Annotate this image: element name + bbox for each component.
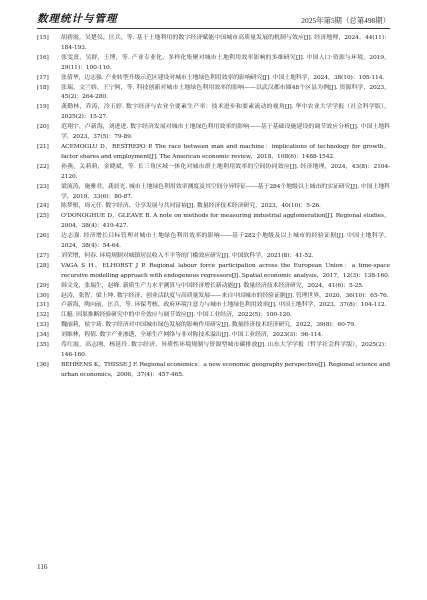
reference-item xyxy=(37,211,390,231)
reference-text: 梁流涛，施雅君，龚晨光. 城市土地绿色利用效率测度及其空间分异特征——基于284个地级以上城市的实证研究[J]. 中国土地科学，2019，33(6)：80-87. xyxy=(61,182,390,200)
reference-item xyxy=(37,340,390,360)
header-rule xyxy=(37,28,390,29)
reference-text: 龚勤林，乔涛，冷玉婷. 数字经济与农业全要素生产率：技术进步和要素流动的视角[J]. 华中农业大学学报（社会科学版），2025(2)：15-27. xyxy=(61,103,390,121)
reference-item xyxy=(37,53,390,73)
reference-number: [36] xyxy=(37,360,49,368)
reference-text: 张倩华，边志强. 产业转型升级示范区建设对城市土地绿色利用效率的影响研究[J]. 中国土地科学，2024，38(10)：105-114. xyxy=(61,73,385,81)
reference-item xyxy=(37,251,390,261)
reference-text: 陈梦根，周元任. 数字经济、分享发展与共同富裕[J]. 数量经济技术经济研究，2023，40(10)：5-26. xyxy=(61,202,321,210)
reference-number: [21] xyxy=(37,142,49,150)
reference-number: [15] xyxy=(37,34,49,41)
reference-item xyxy=(37,360,390,380)
reference-number: [31] xyxy=(37,301,49,309)
reference-item xyxy=(37,102,390,122)
reference-text: 江艇. 因果推断经验研究中的中介效应与调节效应[J]. 中国工业经济，2022(5)：100-120. xyxy=(61,311,292,319)
reference-item xyxy=(37,83,390,103)
reference-number: [19] xyxy=(37,103,49,111)
reference-text: 孙燕，关莉莉，金晓斌，等. 长三角区域一体化对城市群土地利用效率的空间协同效应[J]. 经济地理，2024，43(8)：2104-2120. xyxy=(61,162,390,180)
reference-number: [29] xyxy=(37,281,49,289)
reference-text: ACEMOGLU D，RESTREPO P. The race between man and machine：implications of technology for growth，factor shares and employment[J]. The American economic review，2018，108(6)：1488-1542. xyxy=(61,142,390,160)
reference-text: 刘荣增，何春. 环境规制对城镇居民收入不平等的门槛效应研究[J]. 中国软科学，2021(8)：41-52. xyxy=(61,251,314,259)
reference-item xyxy=(37,33,390,53)
reference-item xyxy=(37,231,390,251)
reference-text: 魏丽莉，侯宇琦. 数字经济对中国城市绿色发展的影响作用研究[J]. 数量经济技术经济研究，2022，39(8)：60-79. xyxy=(61,321,356,329)
reference-number: [34] xyxy=(37,331,49,339)
reference-item xyxy=(37,310,390,320)
reference-number: [35] xyxy=(37,341,49,349)
reference-text: O'DONOGHUE D，GLEAVE B. A note on methods for measuring industrial agglomeration[J]. Regional studies，2004，38(4)：419-427. xyxy=(61,212,390,230)
reference-text: 张瑞，文兰娇，王宁阿，等. 科技创新对城市土地绿色利用效率的影响——以武汉都市圈48个区县为例[J]. 资源科学，2023，45(2)：264-280. xyxy=(61,83,390,101)
reference-number: [20] xyxy=(37,123,49,131)
reference-text: 胡碧霞，吴楚仪，匡兵，等. 基于土地利用的数字经济赋能中国城市高质量发展的机制与效应[J]. 经济地理，2024，44(11)：184-193. xyxy=(61,34,390,51)
reference-number: [24] xyxy=(37,202,49,210)
journal-title: 数理统计与管理 xyxy=(37,13,118,25)
reference-item xyxy=(37,162,390,182)
reference-text: 刘维林，程倩. 数字产业渗透、全球生产网络与非对称技术溢出[J]. 中国工业经济，2023(3)：96-114. xyxy=(61,331,323,339)
reference-item xyxy=(37,182,390,202)
reference-number: [17] xyxy=(37,73,49,81)
reference-item xyxy=(37,320,390,330)
reference-text: 苟红霞，高志刚，杨延玲. 数字经济、异质性环境规制与资源型城市碳排放[J]. 山东大学学报（哲学社会科学版），2025(2)：146-160. xyxy=(61,341,390,358)
issue-info: 2025年第5期（总第498期） xyxy=(301,16,390,25)
reference-number: [28] xyxy=(37,261,49,269)
reference-text: 范翔宇，卢新海，刘进进. 数字经济发展对城市土地绿色利用效率的影响——基于基础设施建设的调节效应分析[J]. 中国土地科学，2023，37(5)：79-89. xyxy=(61,123,390,141)
reference-text: 韩文龙，张瑞生，赵峰. 新质生产力水平测算与中国经济增长新动能[J]. 数量经济技术经济研究，2024，41(6)：5-25. xyxy=(61,281,364,289)
reference-number: [23] xyxy=(37,182,49,190)
reference-item xyxy=(37,300,390,310)
reference-item xyxy=(37,142,390,162)
reference-text: 边志强. 经济增长目标管理对城市土地绿色利用效率的影响——基于282个地级及以上城市的经验证据[J]. 中国土地科学，2024，38(4)：54-64. xyxy=(61,232,390,250)
reference-text: 张雯熹，吴群，王博，等. 产业专业化、多样化集聚对城市土地利用效率影响的多维研究[J]. 中国人口·资源与环境，2019，29(11)：100-110. xyxy=(61,53,390,71)
reference-item xyxy=(37,330,390,340)
reference-number: [32] xyxy=(37,311,49,319)
reference-number: [16] xyxy=(37,53,49,61)
page-number: 116 xyxy=(37,563,48,571)
reference-number: [30] xyxy=(37,291,49,299)
reference-number: [22] xyxy=(37,162,49,170)
reference-number: [33] xyxy=(37,321,49,329)
reference-item xyxy=(37,261,390,281)
reference-item xyxy=(37,281,390,291)
reference-text: 卢新海，陶向前，匡兵，等. 环保考核、政府环境注意力与城市土地绿色利用效率[J]. 中国土地科学，2023，37(8)：104-112. xyxy=(61,301,387,309)
page-header xyxy=(37,8,390,26)
reference-item xyxy=(37,201,390,211)
reference-item xyxy=(37,122,390,142)
reference-item xyxy=(37,73,390,83)
reference-text: VAGA S H，ELHORST J P. Regional labour force participation across the European Union：a time-space recursive modelling approach with endogenous regressors[J]. Spatial economic analysis，2017，12(3)：138-160. xyxy=(61,261,390,279)
reference-number: [25] xyxy=(37,212,49,220)
reference-item xyxy=(37,291,390,301)
reference-text: 赵涛，张智，梁上坤. 数字经济、创业活跃度与高质量发展——来自中国城市的经验证据[J]. 管理世界，2020，36(10)：65-76. xyxy=(61,291,389,299)
reference-number: [26] xyxy=(37,232,49,240)
reference-number: [27] xyxy=(37,251,49,259)
reference-list xyxy=(37,33,390,380)
reference-text: BEHRENS K，THISSE J F. Regional economics：a new economic geography perspective[J]. Regional science and urban economics，2006，37(4)：457-465. xyxy=(61,360,390,378)
reference-number: [18] xyxy=(37,83,49,91)
